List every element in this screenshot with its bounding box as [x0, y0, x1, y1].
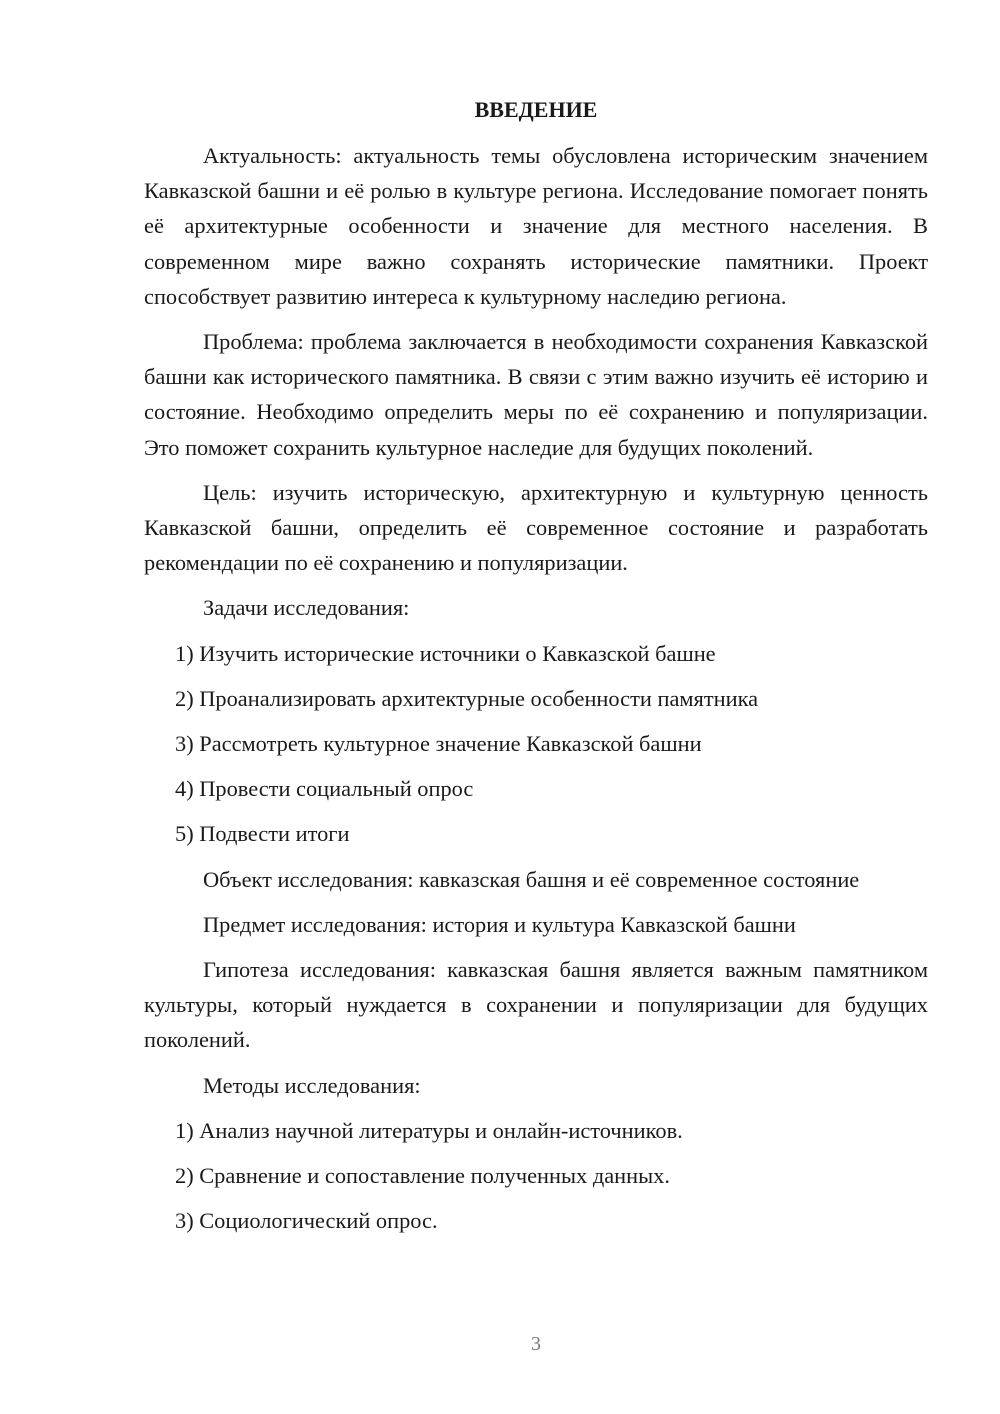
task-item: 1) Изучить исторические источники о Кавказской башне	[175, 640, 716, 666]
methods-heading: Методы исследования:	[203, 1072, 421, 1098]
document-page	[144, 92, 928, 1248]
section-title: ВВЕДЕНИЕ	[474, 97, 598, 122]
relevance-paragraph: Актуальность: актуальность темы обусловлена историческим значением Кавказской башни и её ролью в культуре региона. Исследование помогает понять её архитектурные особенности и значение для местного населения. В современном мире важно сохранять исторические памятники. Проект способствует развитию интереса к культурному наследию региона.	[144, 143, 928, 309]
problem-paragraph: Проблема: проблема заключается в необходимости сохранения Кавказской башни как исторического памятника. В связи с этим важно изучить её историю и состояние. Необходимо определить меры по её сохранению и популяризации. Это поможет сохранить культурное наследие для будущих поколений.	[144, 329, 928, 460]
task-item: 4) Провести социальный опрос	[175, 776, 474, 802]
method-item: 2) Сравнение и сопоставление полученных данных.	[175, 1163, 670, 1189]
page-number: 3	[531, 1333, 541, 1355]
tasks-heading: Задачи исследования:	[203, 595, 410, 621]
object-line: Объект исследования: кавказская башня и её современное состояние	[203, 866, 860, 892]
goal-paragraph: Цель: изучить историческую, архитектурную и культурную ценность Кавказской башни, определить её современное состояние и разработать рекомендации по её сохранению и популяризации.	[144, 479, 928, 576]
hypothesis-paragraph: Гипотеза исследования: кавказская башня является важным памятником культуры, который нуждается в сохранении и популяризации для будущих поколений.	[144, 957, 928, 1053]
task-item: 3) Рассмотреть культурное значение Кавказской башни	[175, 731, 702, 757]
method-item: 3) Социологический опрос.	[175, 1208, 438, 1234]
task-item: 5) Подвести итоги	[175, 821, 350, 847]
subject-line: Предмет исследования: история и культура Кавказской башни	[203, 911, 796, 937]
task-item: 2) Проанализировать архитектурные особенности памятника	[175, 685, 759, 711]
method-item: 1) Анализ научной литературы и онлайн-источников.	[175, 1117, 683, 1143]
